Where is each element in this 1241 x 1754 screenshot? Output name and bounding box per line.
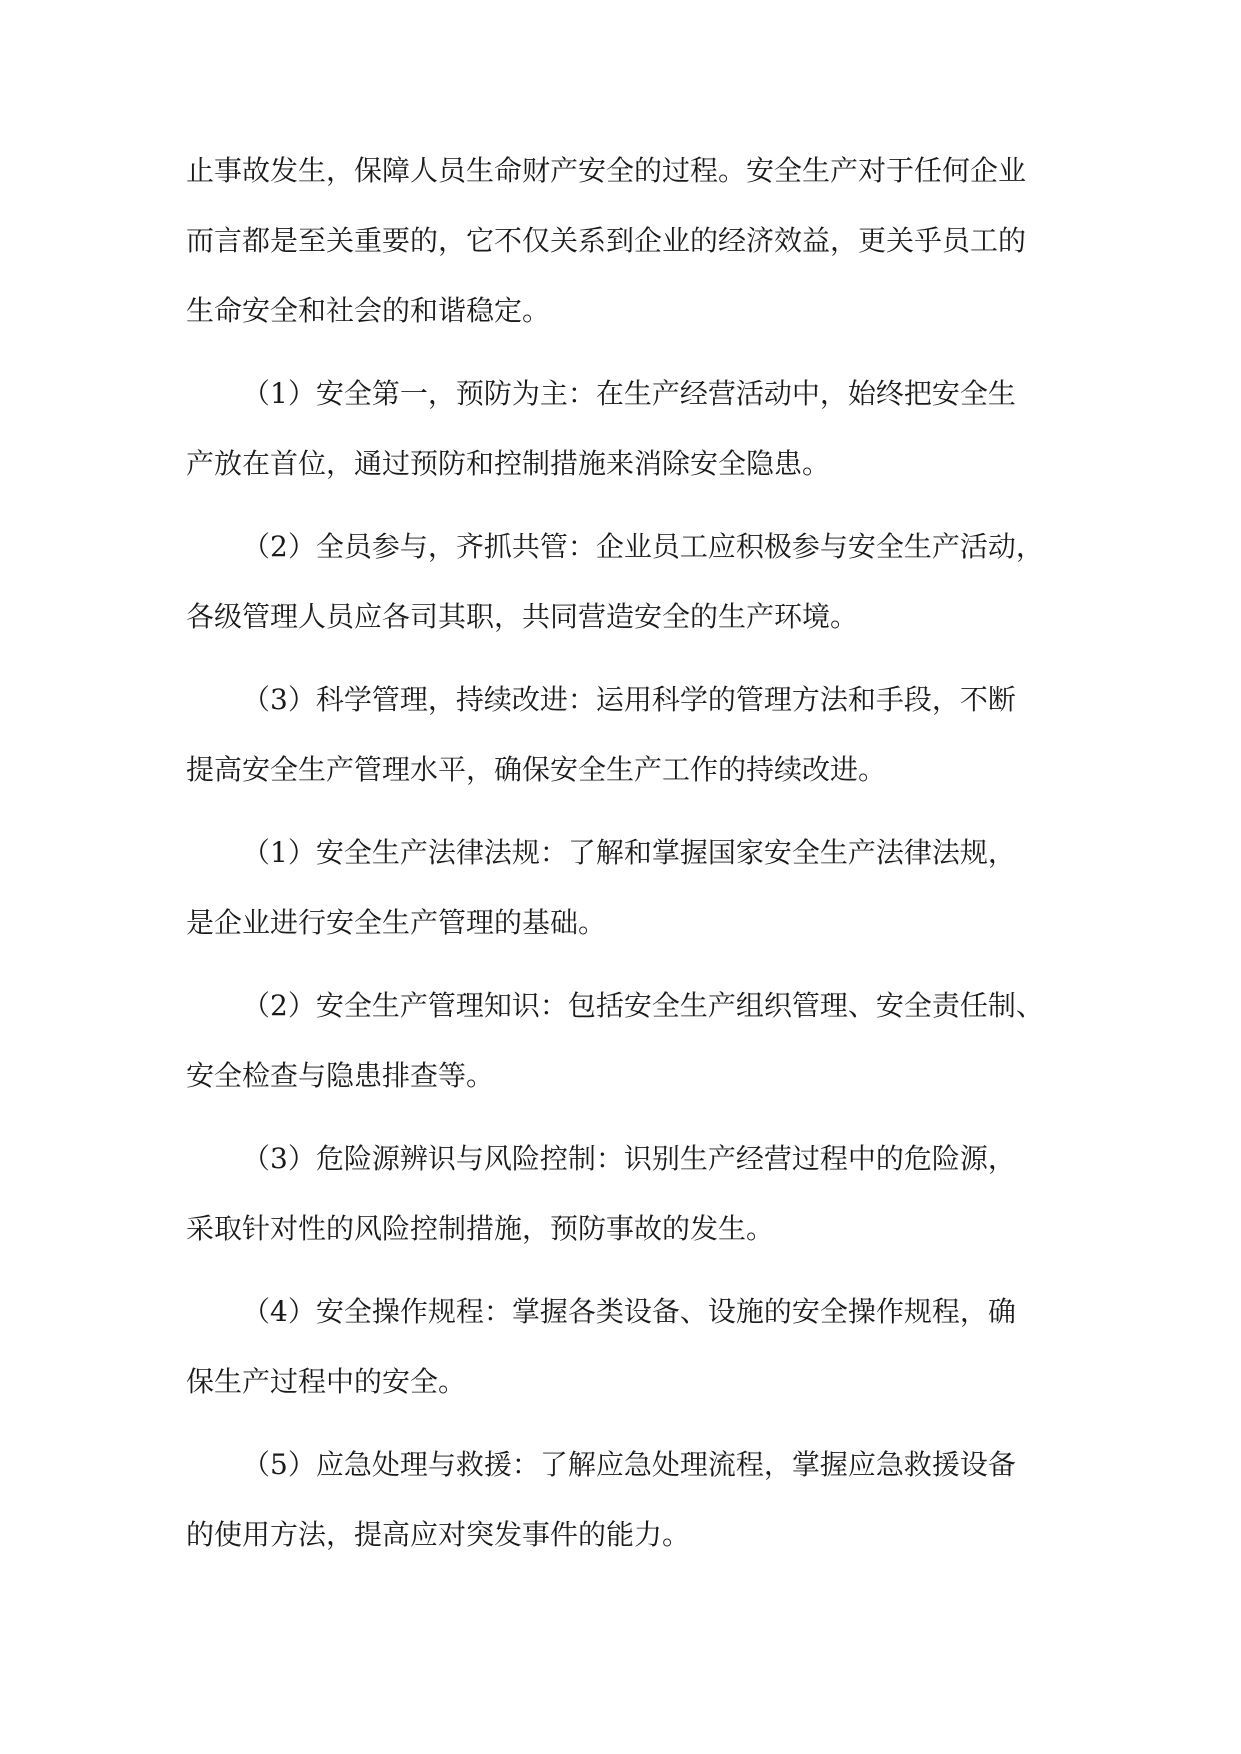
p3-line1: 提高安全生产管理水平，确保安全生产工作的持续改进。 <box>186 753 887 786</box>
p2-line0: （2）全员参与，齐抓共管：企业员工应积极参与安全生产活动， <box>242 530 1044 563</box>
p2-line1: 各级管理人员应各司其职，共同营造安全的生产环境。 <box>186 600 859 633</box>
p5-line1: 安全检查与隐患排查等。 <box>186 1059 495 1092</box>
p7-line0: （4）安全操作规程：掌握各类设备、设施的安全操作规程，确 <box>242 1295 1016 1328</box>
p4-line1: 是企业进行安全生产管理的基础。 <box>186 906 607 939</box>
p7-line1: 保生产过程中的安全。 <box>186 1365 467 1398</box>
p5-line0: （2）安全生产管理知识：包括安全生产组织管理、安全责任制、 <box>242 989 1044 1022</box>
p3-line0: （3）科学管理，持续改进：运用科学的管理方法和手段，不断 <box>242 683 1016 716</box>
p8-line1: 的使用方法，提高应对突发事件的能力。 <box>186 1518 691 1551</box>
p4-line0: （1）安全生产法律法规：了解和掌握国家安全生产法律法规， <box>242 836 1016 869</box>
p6-line0: （3）危险源辨识与风险控制：识别生产经营过程中的危险源， <box>242 1142 1016 1175</box>
p1-line1: 产放在首位，通过预防和控制措施来消除安全隐患。 <box>186 447 831 480</box>
p8-line0: （5）应急处理与救援：了解应急处理流程，掌握应急救援设备 <box>242 1448 1016 1481</box>
p6-line1: 采取针对性的风险控制措施，预防事故的发生。 <box>186 1212 775 1245</box>
p0-line0: 止事故发生，保障人员生命财产安全的过程。安全生产对于任何企业 <box>186 154 1027 187</box>
p0-line2: 生命安全和社会的和谐稳定。 <box>186 294 551 327</box>
p0-line1: 而言都是至关重要的，它不仅关系到企业的经济效益，更关乎员工的 <box>186 224 1027 257</box>
p1-line0: （1）安全第一，预防为主：在生产经营活动中，始终把安全生 <box>242 377 1016 410</box>
